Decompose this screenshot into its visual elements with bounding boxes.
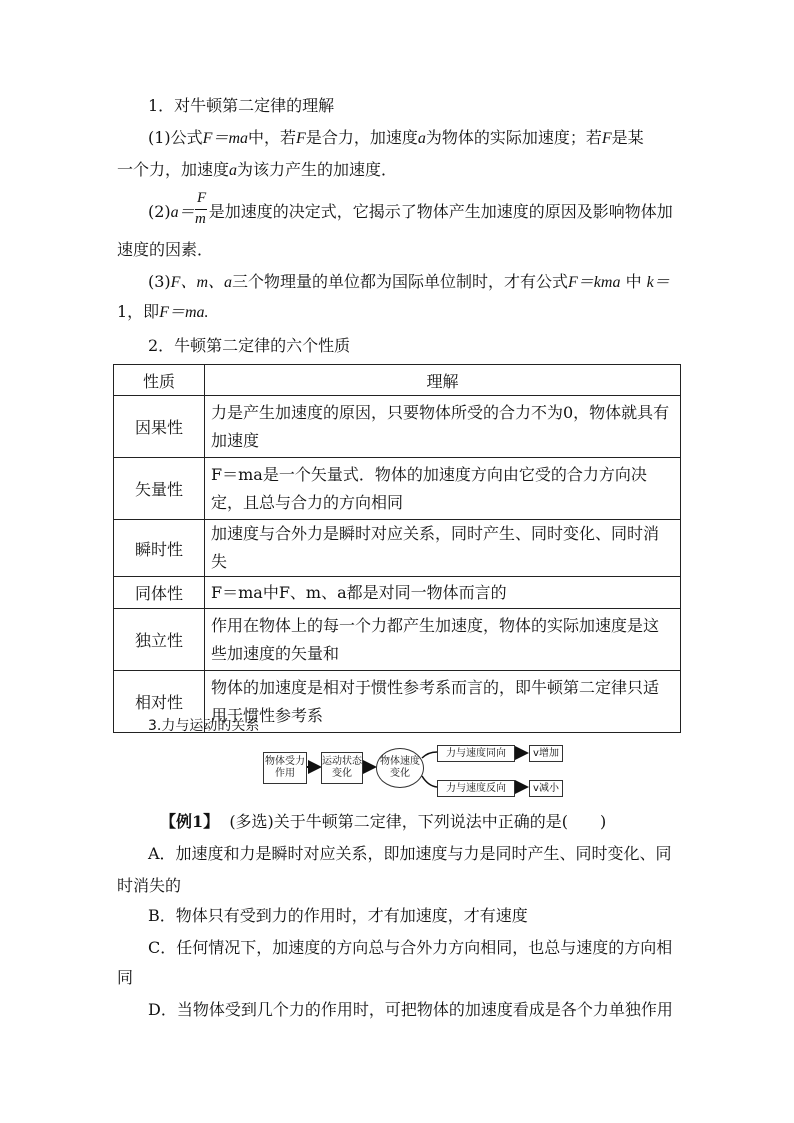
text: 1，即 — [117, 302, 160, 321]
example-question: (多选)关于牛顿第二定律，下列说法中正确的是( ) — [229, 812, 607, 831]
example-label: 【例1】 — [160, 812, 220, 831]
text: 一个力，加速度 — [117, 160, 230, 179]
formula-a-eq: a＝ — [170, 204, 195, 221]
option-d-line-1: D．当物体受到几个力的作用时，可把物体的加速度看成是各个力单独作用 — [148, 1000, 673, 1019]
property-name: 瞬时性 — [114, 520, 205, 577]
diagram-box-force: 物体受力作用 — [263, 752, 307, 784]
property-desc: F＝ma是一个矢量式．物体的加速度方向由它受的合力方向决定，且总与合力的方向相同 — [205, 458, 681, 520]
section2-heading: 2．牛顿第二定律的六个性质 — [148, 336, 351, 355]
var-F: F — [601, 130, 612, 147]
var-a: a — [417, 130, 426, 147]
branch-curve-bottom — [422, 776, 437, 787]
option-a-line-1: A．加速度和力是瞬时对应关系，即加速度与力是同时产生、同时变化、同 — [148, 844, 672, 863]
property-name: 因果性 — [114, 396, 205, 458]
diagram-branch-same-direction: 力与速度同向 — [437, 745, 515, 762]
option-a-line-2: 时消失的 — [117, 876, 182, 895]
property-desc: F＝ma中F、m、a都是对同一物体而言的 — [205, 577, 681, 609]
fraction-denominator: m — [195, 211, 206, 227]
branch-curve-top — [422, 752, 437, 758]
text: 为物体的实际加速度；若 — [425, 128, 602, 147]
text: (1)公式 — [148, 128, 203, 147]
property-desc: 物体的加速度是相对于惯性参考系而言的，即牛顿第二定律只适用于惯性参考系 — [205, 671, 681, 733]
option-b-line-1: B．物体只有受到力的作用时，才有加速度，才有速度 — [148, 906, 528, 925]
diagram-branch-opposite-direction: 力与速度反向 — [437, 780, 515, 797]
text: 是某 — [611, 128, 644, 147]
diagram-box-state: 运动状态变化 — [321, 752, 363, 784]
diagram-result-increase: v增加 — [529, 745, 563, 762]
option-c-line-2: 同 — [117, 968, 134, 987]
property-desc: 作用在物体上的每一个力都产生加速度，物体的实际加速度是这些加速度的矢量和 — [205, 609, 681, 671]
diagram-result-decrease: v减小 — [529, 780, 563, 797]
text: 是加速度的决定式，它揭示了物体产生加速度的原因及影响物体加 — [208, 202, 673, 221]
property-name: 同体性 — [114, 577, 205, 609]
table-header: 性质 — [114, 365, 205, 396]
var-a: a — [229, 162, 238, 179]
text: 中 — [625, 272, 642, 291]
section3-heading: 3.力与运动的关系 — [148, 718, 260, 734]
text: (2) — [148, 202, 171, 221]
property-name: 独立性 — [114, 609, 205, 671]
text: 是合力，加速度 — [305, 128, 418, 147]
section1-heading: 1．对牛顿第二定律的理解 — [148, 96, 335, 115]
option-c-line-1: C．任何情况下，加速度的方向总与合外力方向相同，也总与速度的方向相 — [148, 938, 673, 957]
formula-F-eq-ma-end: F＝ma. — [159, 304, 209, 321]
paragraph-3-line-1: (3)F、m、a三个物理量的单位都为国际单位制时，才有公式F＝kma 中 k＝ — [148, 272, 670, 291]
formula-F-eq-kma: F＝kma — [568, 274, 621, 291]
fraction-numerator: F — [197, 190, 207, 206]
diagram-oval-velocity: 物体速度变化 — [376, 748, 424, 788]
text: 中，若 — [248, 128, 297, 147]
var-F: F — [296, 130, 306, 147]
paragraph-2-line-2: 速度的因素． — [117, 240, 214, 259]
text: 三个物理量的单位都为国际单位制时，才有公式 — [232, 272, 569, 291]
property-name: 矢量性 — [114, 458, 205, 520]
formula-units: F、m、a — [170, 274, 233, 291]
formula-F-eq-ma: F＝ma — [202, 130, 249, 147]
property-desc: 加速度与合外力是瞬时对应关系，同时产生、同时变化、同时消失 — [205, 520, 681, 577]
property-desc: 力是产生加速度的原因，只要物体所受的合力不为0，物体就具有加速度 — [205, 396, 681, 458]
formula-k-eq: k＝ — [646, 274, 670, 291]
text: 为该力产生的加速度． — [237, 160, 398, 179]
example-line — [160, 812, 606, 832]
property-name: 相对性 — [114, 671, 205, 733]
table-header: 理解 — [205, 365, 681, 396]
